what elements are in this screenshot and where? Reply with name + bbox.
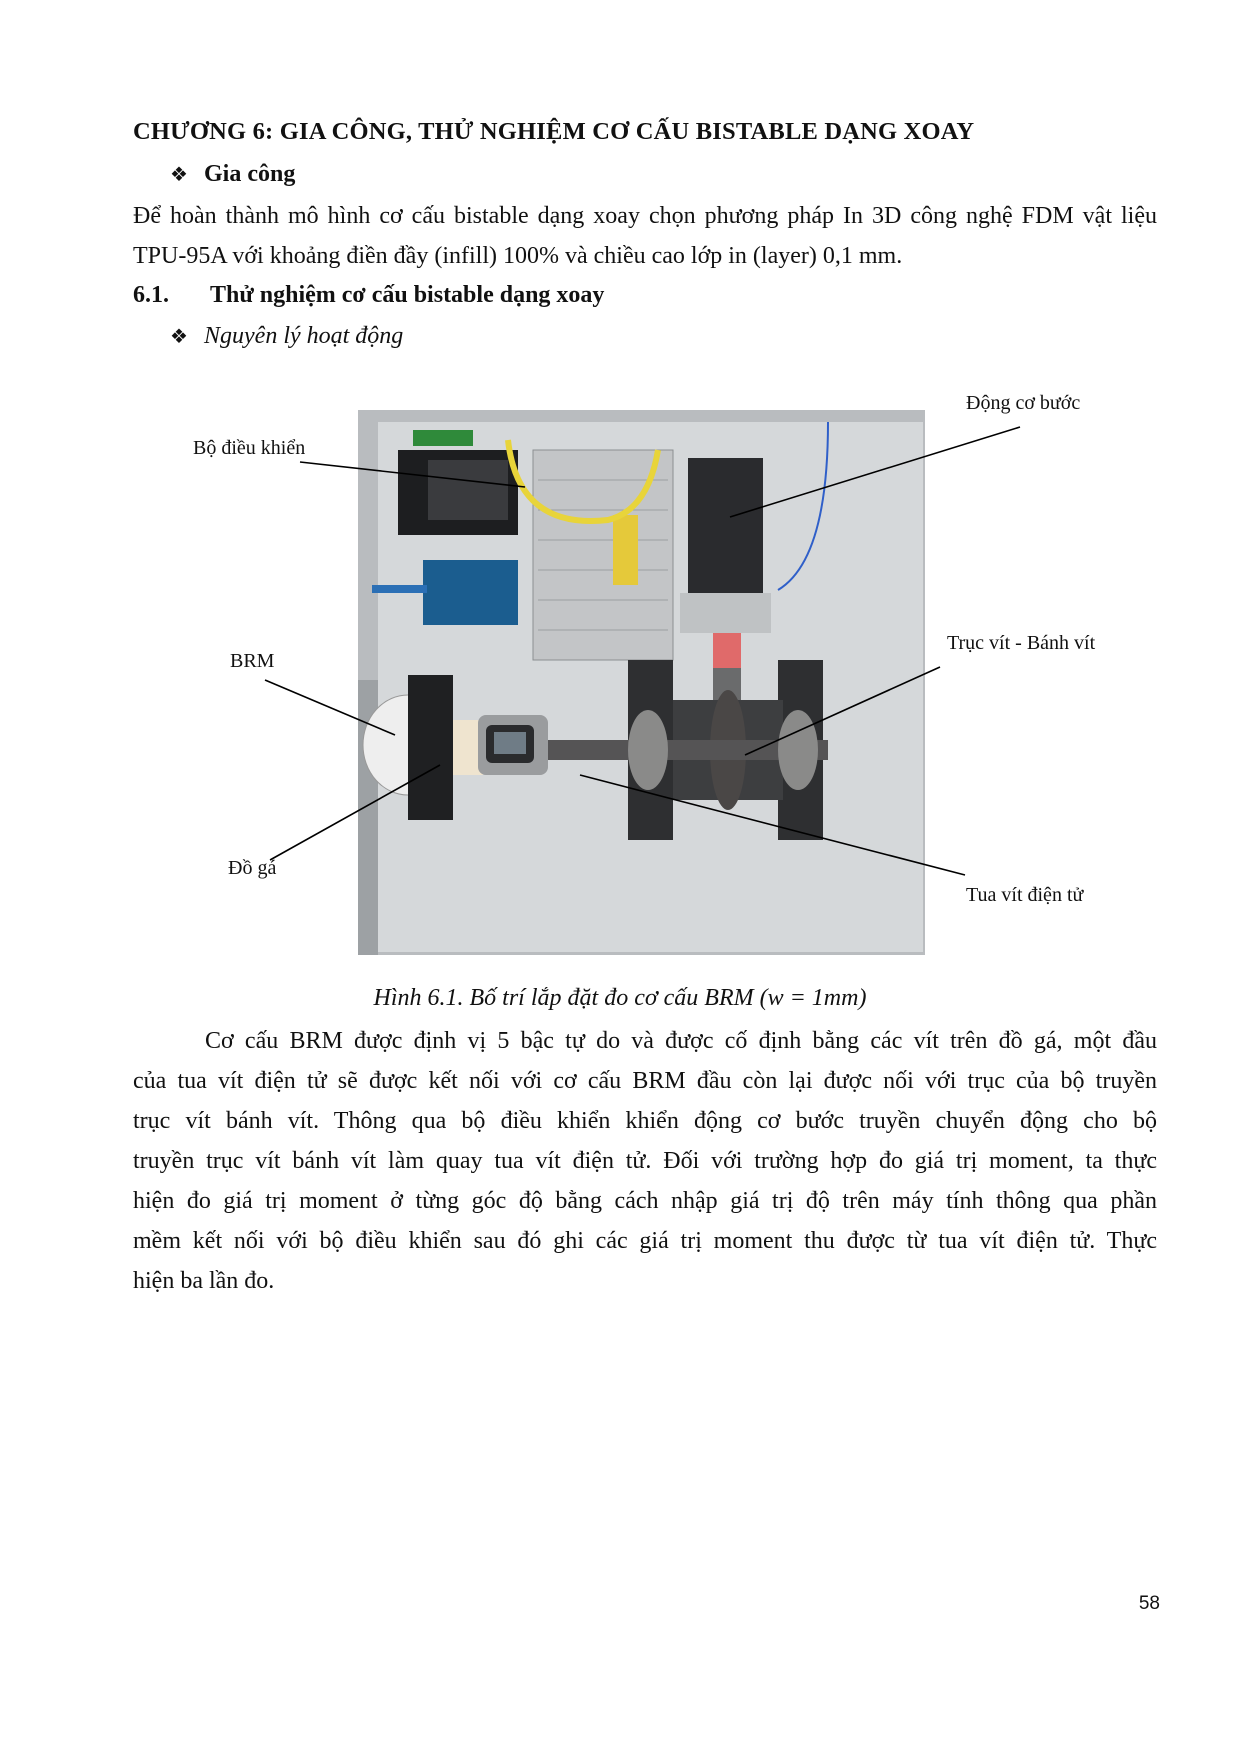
callout-line-worm — [745, 667, 940, 755]
section-number: 6.1. — [133, 282, 169, 308]
para-line: Cơ cấu BRM được định vị 5 bậc tự do và được cố định bằng các vít trên đồ gá, một đầu — [205, 1028, 1157, 1054]
subheading-label: Gia công — [204, 161, 296, 187]
bullet-diamond-icon: ❖ — [170, 324, 188, 348]
para-line: mềm kết nối với bộ điều khiển sau đó ghi các giá trị moment thu được từ tua vít điện tử. Thực — [133, 1228, 1157, 1254]
para-line: hiện đo giá trị moment ở từng góc độ bằng cách nhập giá trị độ trên máy tính thông qua phần — [133, 1188, 1157, 1214]
chapter-heading: CHƯƠNG 6: GIA CÔNG, THỬ NGHIỆM CƠ CẤU BISTABLE DẠNG XOAY — [133, 118, 975, 145]
para-line: trục vít bánh vít. Thông qua bộ điều khiển khiển động cơ bước truyền chuyển động cho bộ — [133, 1108, 1157, 1134]
para-line: hiện ba lần đo. — [133, 1268, 275, 1294]
label-screwdriver: Tua vít điện tử — [966, 884, 1084, 906]
figure-caption: Hình 6.1. Bố trí lắp đặt đo cơ cấu BRM (w = 1mm) — [373, 985, 867, 1011]
callout-line-screwdriver — [580, 775, 965, 875]
label-fixture: Đồ gá — [228, 857, 277, 879]
intro-paragraph: Để hoàn thành mô hình cơ cấu bistable dạng xoay chọn phương pháp In 3D công nghệ FDM vật liệu TPU-95A với khoảng điền đầy (infill) 100% và chiều cao lớp in (layer) 0,1 mm. — [133, 203, 1157, 269]
body-paragraph — [133, 1021, 1157, 1301]
bullet-diamond-icon: ❖ — [170, 162, 188, 186]
callout-line-motor — [730, 427, 1020, 517]
label-worm: Trục vít - Bánh vít — [947, 632, 1096, 654]
label-brm: BRM — [230, 650, 275, 672]
subheading-label: Nguyên lý hoạt động — [204, 323, 404, 349]
para-line: của tua vít điện tử sẽ được kết nối với cơ cấu BRM đầu còn lại được nối với trục của bộ truyền — [133, 1068, 1157, 1094]
callout-line-controller — [300, 462, 525, 487]
para-line: truyền trục vít bánh vít làm quay tua vít điện tử. Đối với trường hợp đo giá trị moment, ta thực — [133, 1148, 1157, 1174]
section-title: Thử nghiệm cơ cấu bistable dạng xoay — [210, 282, 605, 308]
label-motor: Động cơ bước — [966, 392, 1081, 414]
label-controller: Bộ điều khiển — [193, 437, 306, 459]
page-number: 58 — [1138, 1593, 1160, 1614]
callout-line-brm — [265, 680, 395, 735]
callout-line-fixture — [270, 765, 440, 860]
